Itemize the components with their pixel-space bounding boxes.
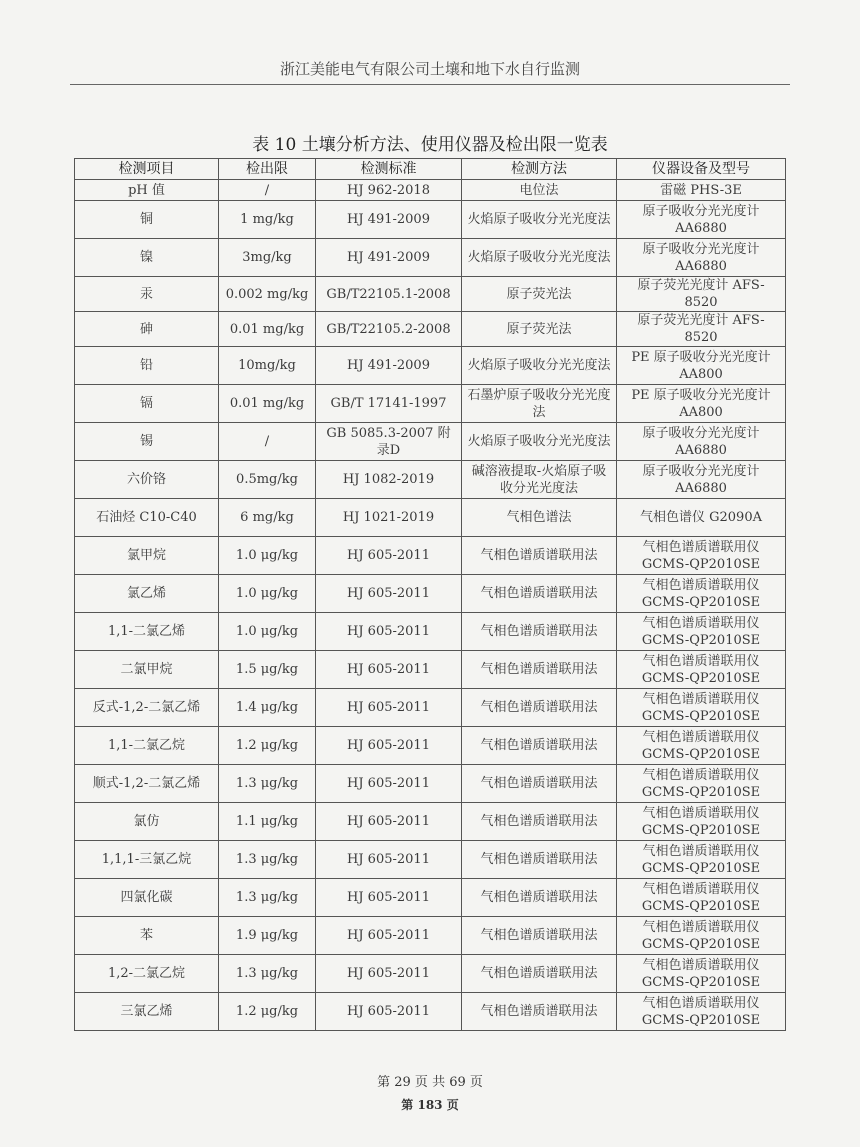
table-row xyxy=(75,312,786,347)
detection-limit-cell: 1.3 μg/kg xyxy=(219,765,316,803)
table-row xyxy=(75,499,786,537)
method-cell: 气相色谱质谱联用法 xyxy=(462,879,617,917)
test-item-cell: 二氯甲烷 xyxy=(75,651,219,689)
test-item-cell: 砷 xyxy=(75,312,219,347)
table-row xyxy=(75,180,786,201)
method-cell: 气相色谱质谱联用法 xyxy=(462,803,617,841)
detection-limit-cell: 0.01 mg/kg xyxy=(219,312,316,347)
method-cell: 气相色谱质谱联用法 xyxy=(462,917,617,955)
table-row xyxy=(75,879,786,917)
test-item-cell: 四氯化碳 xyxy=(75,879,219,917)
detection-limit-cell: 6 mg/kg xyxy=(219,499,316,537)
standard-cell: HJ 491-2009 xyxy=(316,347,462,385)
column-header: 检出限 xyxy=(219,159,316,180)
table-row xyxy=(75,613,786,651)
detection-limit-cell: 0.01 mg/kg xyxy=(219,385,316,423)
detection-limit-cell: 0.5mg/kg xyxy=(219,461,316,499)
method-cell: 气相色谱质谱联用法 xyxy=(462,613,617,651)
instrument-cell: 气相色谱质谱联用仪 GCMS-QP2010SE xyxy=(617,689,786,727)
method-cell: 气相色谱质谱联用法 xyxy=(462,765,617,803)
detection-limit-cell: 1 mg/kg xyxy=(219,201,316,239)
method-cell: 气相色谱质谱联用法 xyxy=(462,651,617,689)
standard-cell: HJ 605-2011 xyxy=(316,575,462,613)
detection-limit-cell: 1.4 μg/kg xyxy=(219,689,316,727)
instrument-cell: 气相色谱质谱联用仪 GCMS-QP2010SE xyxy=(617,879,786,917)
test-item-cell: 1,1,1-三氯乙烷 xyxy=(75,841,219,879)
detection-limit-cell: / xyxy=(219,423,316,461)
method-cell: 气相色谱质谱联用法 xyxy=(462,841,617,879)
table-row xyxy=(75,239,786,277)
test-item-cell: 铅 xyxy=(75,347,219,385)
instrument-cell: 原子荧光光度计 AFS-8520 xyxy=(617,312,786,347)
standard-cell: HJ 962-2018 xyxy=(316,180,462,201)
standard-cell: HJ 605-2011 xyxy=(316,689,462,727)
method-cell: 气相色谱质谱联用法 xyxy=(462,689,617,727)
table-row xyxy=(75,803,786,841)
method-cell: 火焰原子吸收分光光度法 xyxy=(462,347,617,385)
instrument-cell: 原子吸收分光光度计 AA6880 xyxy=(617,239,786,277)
table-row xyxy=(75,841,786,879)
instrument-cell: 气相色谱质谱联用仪 GCMS-QP2010SE xyxy=(617,917,786,955)
method-cell: 碱溶液提取-火焰原子吸收分光光度法 xyxy=(462,461,617,499)
standard-cell: HJ 491-2009 xyxy=(316,201,462,239)
test-item-cell: pH 值 xyxy=(75,180,219,201)
method-cell: 气相色谱法 xyxy=(462,499,617,537)
instrument-cell: PE 原子吸收分光光度计 AA800 xyxy=(617,385,786,423)
detection-limit-cell: 1.0 μg/kg xyxy=(219,537,316,575)
test-item-cell: 镍 xyxy=(75,239,219,277)
header-divider xyxy=(70,84,790,85)
standard-cell: HJ 605-2011 xyxy=(316,917,462,955)
instrument-cell: 气相色谱质谱联用仪 GCMS-QP2010SE xyxy=(617,537,786,575)
test-item-cell: 苯 xyxy=(75,917,219,955)
table-row xyxy=(75,201,786,239)
test-item-cell: 1,1-二氯乙烯 xyxy=(75,613,219,651)
detection-limit-cell: 1.0 μg/kg xyxy=(219,575,316,613)
table-row xyxy=(75,955,786,993)
table-row xyxy=(75,727,786,765)
method-cell: 电位法 xyxy=(462,180,617,201)
test-item-cell: 顺式-1,2-二氯乙烯 xyxy=(75,765,219,803)
test-item-cell: 锡 xyxy=(75,423,219,461)
detection-limit-cell: 1.3 μg/kg xyxy=(219,879,316,917)
standard-cell: GB/T22105.1-2008 xyxy=(316,277,462,312)
method-cell: 火焰原子吸收分光光度法 xyxy=(462,239,617,277)
standard-cell: GB/T 17141-1997 xyxy=(316,385,462,423)
instrument-cell: 气相色谱质谱联用仪 GCMS-QP2010SE xyxy=(617,575,786,613)
detection-limit-cell: 3mg/kg xyxy=(219,239,316,277)
instrument-cell: 原子吸收分光光度计 AA6880 xyxy=(617,423,786,461)
instrument-cell: 气相色谱质谱联用仪 GCMS-QP2010SE xyxy=(617,651,786,689)
instrument-cell: 气相色谱仪 G2090A xyxy=(617,499,786,537)
standard-cell: HJ 605-2011 xyxy=(316,613,462,651)
method-cell: 原子荧光法 xyxy=(462,277,617,312)
soil-analysis-table xyxy=(74,158,786,1031)
table-row xyxy=(75,917,786,955)
detection-limit-cell: 1.1 μg/kg xyxy=(219,803,316,841)
detection-limit-cell: 1.5 μg/kg xyxy=(219,651,316,689)
instrument-cell: 雷磁 PHS-3E xyxy=(617,180,786,201)
table-row xyxy=(75,537,786,575)
detection-limit-cell: 10mg/kg xyxy=(219,347,316,385)
test-item-cell: 汞 xyxy=(75,277,219,312)
instrument-cell: 原子吸收分光光度计 AA6880 xyxy=(617,201,786,239)
detection-limit-cell: 1.9 μg/kg xyxy=(219,917,316,955)
instrument-cell: 气相色谱质谱联用仪 GCMS-QP2010SE xyxy=(617,803,786,841)
test-item-cell: 1,2-二氯乙烷 xyxy=(75,955,219,993)
standard-cell: HJ 1082-2019 xyxy=(316,461,462,499)
detection-limit-cell: 1.3 μg/kg xyxy=(219,841,316,879)
instrument-cell: 气相色谱质谱联用仪 GCMS-QP2010SE xyxy=(617,727,786,765)
test-item-cell: 氯甲烷 xyxy=(75,537,219,575)
column-header: 检测项目 xyxy=(75,159,219,180)
detection-limit-cell: 1.0 μg/kg xyxy=(219,613,316,651)
column-header: 检测标准 xyxy=(316,159,462,180)
table-row xyxy=(75,651,786,689)
table-row xyxy=(75,277,786,312)
standard-cell: HJ 1021-2019 xyxy=(316,499,462,537)
test-item-cell: 三氯乙烯 xyxy=(75,993,219,1031)
standard-cell: HJ 605-2011 xyxy=(316,803,462,841)
method-cell: 火焰原子吸收分光光度法 xyxy=(462,423,617,461)
table-row xyxy=(75,385,786,423)
standard-cell: HJ 605-2011 xyxy=(316,841,462,879)
standard-cell: GB/T22105.2-2008 xyxy=(316,312,462,347)
table-header-row xyxy=(75,159,786,180)
test-item-cell: 反式-1,2-二氯乙烯 xyxy=(75,689,219,727)
method-cell: 火焰原子吸收分光光度法 xyxy=(462,201,617,239)
test-item-cell: 1,1-二氯乙烷 xyxy=(75,727,219,765)
standard-cell: HJ 491-2009 xyxy=(316,239,462,277)
detection-limit-cell: 1.2 μg/kg xyxy=(219,727,316,765)
table-caption: 表 10 土壤分析方法、使用仪器及检出限一览表 xyxy=(252,135,608,155)
detection-limit-cell: 0.002 mg/kg xyxy=(219,277,316,312)
instrument-cell: 原子荧光光度计 AFS-8520 xyxy=(617,277,786,312)
method-cell: 气相色谱质谱联用法 xyxy=(462,537,617,575)
method-cell: 原子荧光法 xyxy=(462,312,617,347)
instrument-cell: 气相色谱质谱联用仪 GCMS-QP2010SE xyxy=(617,993,786,1031)
table-row xyxy=(75,689,786,727)
total-page-number: 第 183 页 xyxy=(401,1098,459,1112)
table-row xyxy=(75,765,786,803)
page-header-title: 浙江美能电气有限公司土壤和地下水自行监测 xyxy=(279,60,580,78)
detection-limit-cell: / xyxy=(219,180,316,201)
table-row xyxy=(75,423,786,461)
method-cell: 气相色谱质谱联用法 xyxy=(462,955,617,993)
instrument-cell: PE 原子吸收分光光度计 AA800 xyxy=(617,347,786,385)
instrument-cell: 气相色谱质谱联用仪 GCMS-QP2010SE xyxy=(617,841,786,879)
standard-cell: HJ 605-2011 xyxy=(316,651,462,689)
instrument-cell: 气相色谱质谱联用仪 GCMS-QP2010SE xyxy=(617,955,786,993)
method-cell: 石墨炉原子吸收分光光度法 xyxy=(462,385,617,423)
standard-cell: HJ 605-2011 xyxy=(316,765,462,803)
instrument-cell: 气相色谱质谱联用仪 GCMS-QP2010SE xyxy=(617,765,786,803)
standard-cell: HJ 605-2011 xyxy=(316,879,462,917)
table-row xyxy=(75,461,786,499)
table-row xyxy=(75,575,786,613)
test-item-cell: 氯乙烯 xyxy=(75,575,219,613)
page-number: 第 29 页 共 69 页 xyxy=(377,1075,483,1090)
method-cell: 气相色谱质谱联用法 xyxy=(462,993,617,1031)
table-row xyxy=(75,993,786,1031)
test-item-cell: 石油烃 C10-C40 xyxy=(75,499,219,537)
test-item-cell: 铜 xyxy=(75,201,219,239)
test-item-cell: 氯仿 xyxy=(75,803,219,841)
table-row xyxy=(75,347,786,385)
standard-cell: HJ 605-2011 xyxy=(316,993,462,1031)
detection-limit-cell: 1.3 μg/kg xyxy=(219,955,316,993)
column-header: 仪器设备及型号 xyxy=(617,159,786,180)
standard-cell: GB 5085.3-2007 附录D xyxy=(316,423,462,461)
instrument-cell: 气相色谱质谱联用仪 GCMS-QP2010SE xyxy=(617,613,786,651)
method-cell: 气相色谱质谱联用法 xyxy=(462,727,617,765)
standard-cell: HJ 605-2011 xyxy=(316,955,462,993)
detection-limit-cell: 1.2 μg/kg xyxy=(219,993,316,1031)
test-item-cell: 镉 xyxy=(75,385,219,423)
standard-cell: HJ 605-2011 xyxy=(316,727,462,765)
standard-cell: HJ 605-2011 xyxy=(316,537,462,575)
method-cell: 气相色谱质谱联用法 xyxy=(462,575,617,613)
test-item-cell: 六价铬 xyxy=(75,461,219,499)
column-header: 检测方法 xyxy=(462,159,617,180)
instrument-cell: 原子吸收分光光度计 AA6880 xyxy=(617,461,786,499)
